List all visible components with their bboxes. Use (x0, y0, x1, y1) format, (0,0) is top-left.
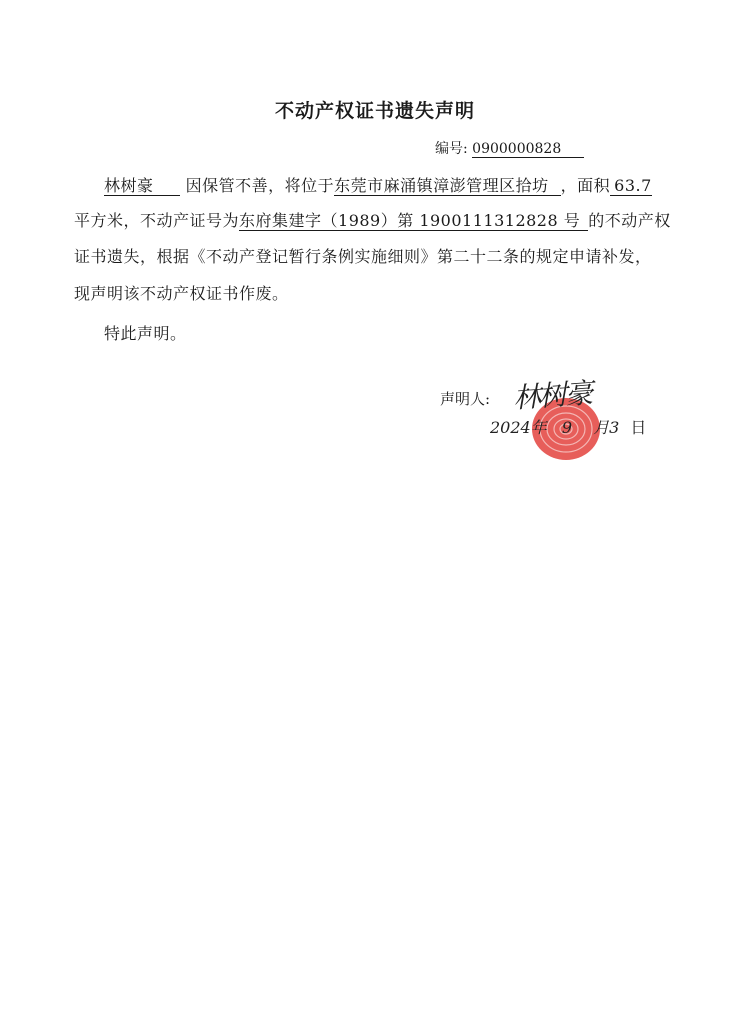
body-line-2 (74, 208, 694, 231)
date-day-unit: 日 (630, 418, 647, 437)
line2-prefix: 平方米，不动产证号为 (74, 211, 240, 230)
body-line-1 (74, 173, 694, 196)
signature-date (490, 415, 646, 438)
area-label: ，面积 (560, 176, 611, 195)
line1-text: 因保管不善，将位于 (185, 176, 335, 195)
number-label: 编号: (435, 141, 468, 157)
certificate-number: 东府集建字（1989）第 1900111312828 号 (239, 212, 588, 231)
date-year: 2024 (490, 418, 531, 437)
document-title: 不动产权证书遗失声明 (274, 100, 475, 122)
date-day: 3 (609, 418, 620, 437)
closing-statement: 特此声明。 (104, 324, 187, 343)
date-month: 9 (561, 418, 573, 437)
date-month-unit: 月 (593, 418, 610, 437)
owner-name: 林树豪 (104, 177, 180, 196)
body-line-4: 现声明该不动产权证书作废。 (74, 284, 289, 303)
date-year-unit: 年 (530, 418, 547, 437)
line2-suffix: 的不动产权 (588, 211, 671, 230)
handwritten-signature: 林树豪 (512, 376, 593, 415)
property-address: 东莞市麻涌镇漳澎管理区拾坊 (334, 177, 561, 196)
property-area: 63.7 (610, 177, 652, 196)
document-number-row (435, 138, 584, 158)
signer-label: 声明人: (440, 390, 491, 408)
number-value: 0900000828 (472, 141, 584, 158)
body-line-3: 证书遗失，根据《不动产登记暂行条例实施细则》第二十二条的规定申请补发， (74, 247, 652, 266)
